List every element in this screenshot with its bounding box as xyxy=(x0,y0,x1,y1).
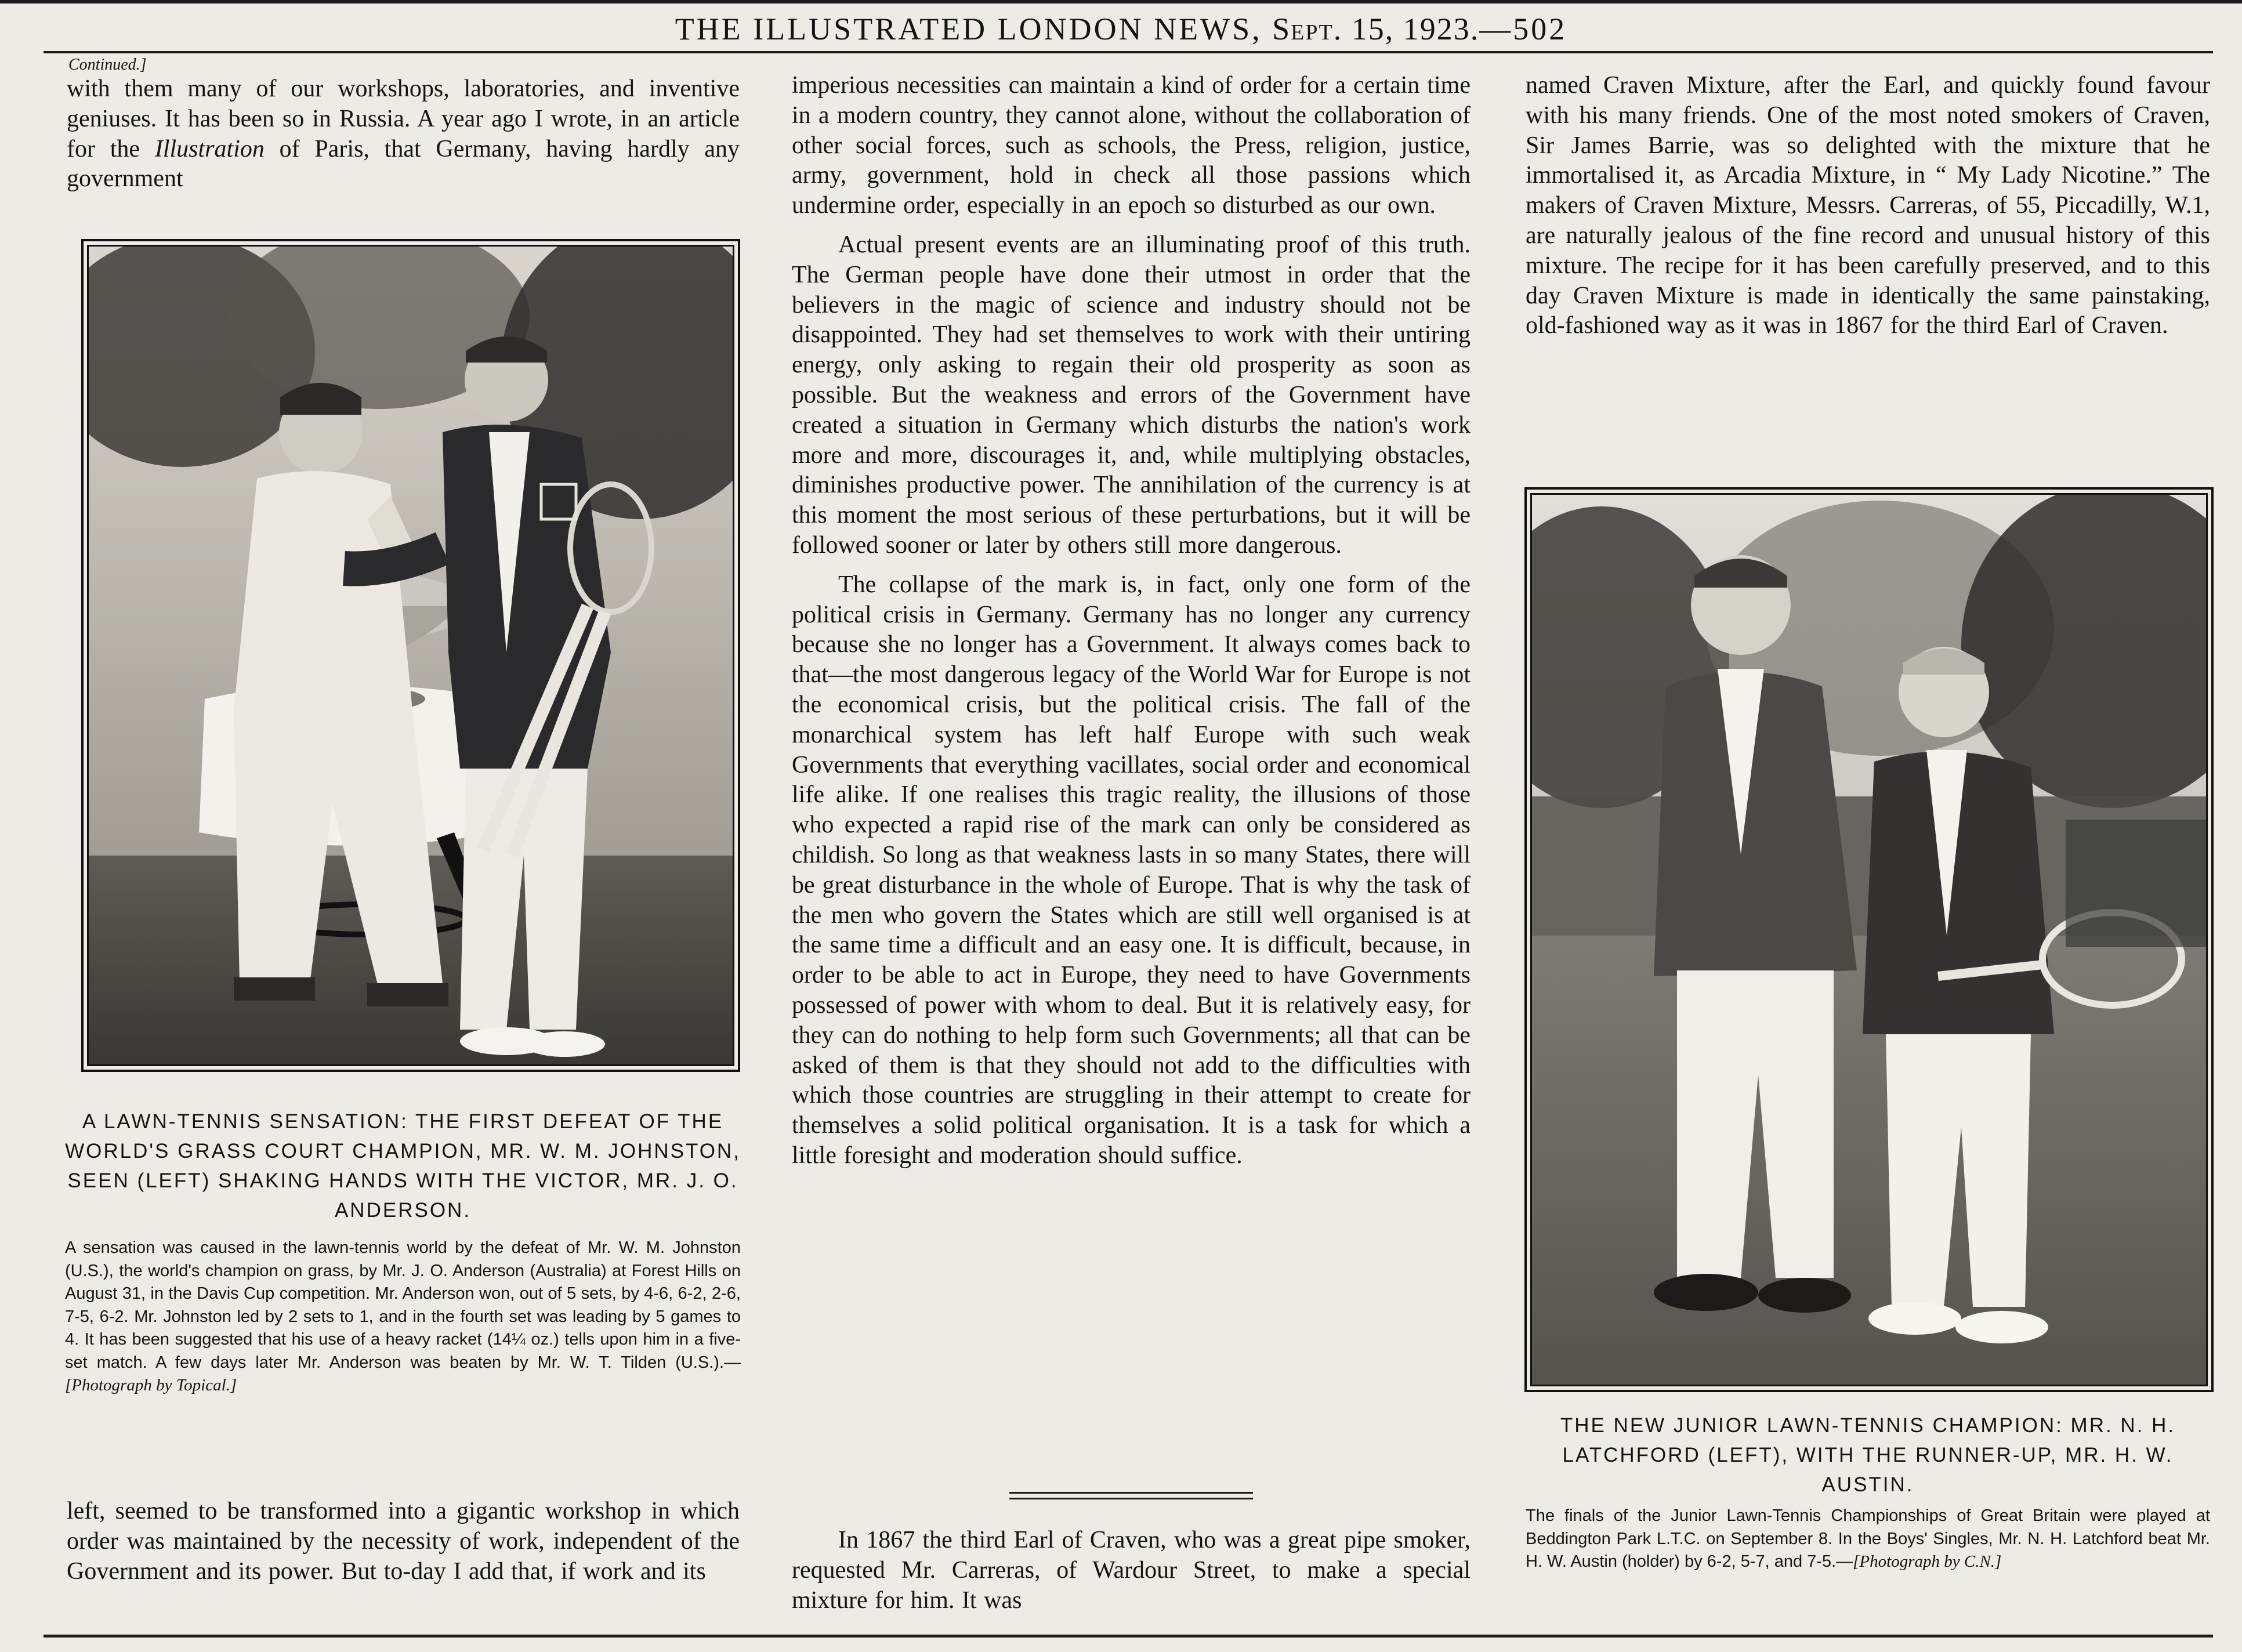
col2-paragraph-2: Actual present events are an illuminating proof of this truth. The German people have done their utmost in order that the believers in the magic of science and industry should not be disappointed. They had set themselves to work with their untiring energy, only asking to regain their old prosperity as soon as possible. But the weakness and errors of the Government have created a situation in Germany which disturbs the nation's work more and more, discourages it, and, while multiplying obstacles, diminishes productive power. The annihilation of the currency is at this moment the most serious of these perturbations, but it will be followed sooner or later by others still more dangerous. xyxy=(792,231,1470,559)
illustration-italic: Illustration xyxy=(154,135,265,162)
column-2-bottom xyxy=(792,1526,1470,1615)
column-3 xyxy=(1526,71,2210,341)
photo-junior-champions xyxy=(1530,493,2208,1386)
col2-paragraph-4: In 1867 the third Earl of Craven, who was a great pipe smoker, requested Mr. Carreras, of Wardour Street, to make a special mixture for him. It was xyxy=(792,1527,1470,1614)
column-1-top xyxy=(67,74,740,194)
masthead-rule xyxy=(44,51,2213,53)
masthead-page: —502 xyxy=(1479,12,1567,46)
masthead-title: THE ILLUSTRATED LONDON NEWS, xyxy=(675,12,1262,46)
photo-1-credit: [Photograph by Topical.] xyxy=(65,1376,237,1394)
col2-paragraph-1: imperious necessities can maintain a kind of order for a certain time in a modern country, they cannot alone, without the collaboration of other social forces, such as schools, the Press, religion, justice, army, government, hold in check all those passions which undermine order, especially in an epoch so disturbed as our own. xyxy=(792,72,1470,219)
masthead-date: Sept. 15, 1923. xyxy=(1272,12,1480,46)
photo-2-caption-heading: THE NEW JUNIOR LAWN-TENNIS CHAMPION: MR. N. H. LATCHFORD (LEFT), WITH THE RUNNER-UP, MR. H. W. AUSTIN. xyxy=(1560,1414,2176,1496)
handshake-photo-illustration xyxy=(89,247,733,1064)
photo-1-caption-heading: A LAWN-TENNIS SENSATION: THE FIRST DEFEAT OF THE WORLD'S GRASS COURT CHAMPION, MR. W. M. JOHNSTON, SEEN (LEFT) SHAKING HANDS WITH THE VICTOR, MR. J. O. ANDERSON. xyxy=(65,1110,741,1222)
photo-1-caption-body: A sensation was caused in the lawn-tennis world by the defeat of Mr. W. M. Johnston (U.S.), the world's champion on grass, by Mr. J. O. Anderson (Australia) at Forest Hills on August 31, in the Davis Cup competition. Mr. Anderson won, out of 5 sets, by 4-6, 6-2, 2-6, 7-5, 6-2. Mr. Johnston led by 2 sets to 1, and in the fourth set was leading by 5 games to 4. It has been suggested that his use of a heavy racket (14¼ oz.) tells upon him in a five-set match. A few days later Mr. Anderson was beaten by Mr. W. T. Tilden (U.S.).—[Photograph by Topical.] xyxy=(65,1238,741,1394)
photo-2-frame xyxy=(1524,487,2214,1392)
col3-paragraph-1: named Craven Mixture, after the Earl, and quickly found favour with his many friends. One of the most noted smokers of Craven, Sir James Barrie, was so delighted with the mixture that he immortalised it, as Arcadia Mixture, in “ My Lady Nicotine.” The makers of Craven Mixture, Messrs. Carreras, of 55, Piccadilly, W.1, are naturally jealous of the fine record and unusual history of this mixture. The recipe for it has been carefully preserved, and to this day Craven Mixture is made in identically the same painstaking, old-fashioned way as it was in 1867 for the third Earl of Craven. xyxy=(1526,72,2210,339)
column-2 xyxy=(792,71,1470,1171)
column-1-bottom xyxy=(67,1497,740,1586)
col1-top-paragraph: with them many of our workshops, laboratories, and inventive geniuses. It has been so in Russia. A year ago I wrote, in an article for the Illustration of Paris, that Germany, having hardly any government xyxy=(67,75,740,193)
photo-1-frame xyxy=(81,239,740,1072)
photo-2-caption-body: The finals of the Junior Lawn-Tennis Championships of Great Britain were played at Beddington Park L.T.C. on September 8. In the Boys' Singles, Mr. N. H. Latchford beat Mr. H. W. Austin (holder) by 6-2, 5-7, and 7-5.—[Photograph by C.N.] xyxy=(1526,1506,2210,1571)
continued-label: Continued.] xyxy=(68,56,147,74)
photo-2-credit: [Photograph by C.N.] xyxy=(1853,1552,2002,1571)
masthead xyxy=(0,6,2242,52)
bottom-rule xyxy=(44,1635,2213,1637)
junior-champions-photo-illustration xyxy=(1532,495,2206,1385)
section-divider-rule-2 xyxy=(1009,1498,1253,1499)
col2-paragraph-3: The collapse of the mark is, in fact, only one form of the political crisis in Germany. Germany has no longer any currency because she no longer has a Government. It always comes back to that—the most dangerous legacy of the World War for Europe is not the economical crisis, but the political crisis. The fall of the monarchical system has left half Europe with such weak Governments that everything vacillates, social order and economical life alike. If one realises this tragic reality, the illusions of those who expected a rapid rise of the mark can only be considered as childish. So long as that weakness lasts in so many States, there will be great disturbance in the whole of Europe. That is why the task of the men who govern the States which are still well organised is at the same time a difficult and an easy one. It is difficult, because, in order to be able to act in Europe, they need to have Governments possessed of power with whom to deal. But it is relatively easy, for they can do nothing to help form such Governments; all that can be asked of them is that they should not add to the difficulties with which those countries are struggling in their attempt to create for themselves a solid political organisation. It is a task for which a little foresight and moderation should suffice. xyxy=(792,571,1470,1169)
section-divider-rule xyxy=(1009,1492,1253,1494)
col1-bottom-paragraph: left, seemed to be transformed into a gigantic workshop in which order was maintained by the necessity of work, independent of the Government and its power. But to-day I add that, if work and its xyxy=(67,1498,740,1585)
photo-tennis-handshake xyxy=(87,245,734,1066)
page-edge xyxy=(0,0,2242,3)
